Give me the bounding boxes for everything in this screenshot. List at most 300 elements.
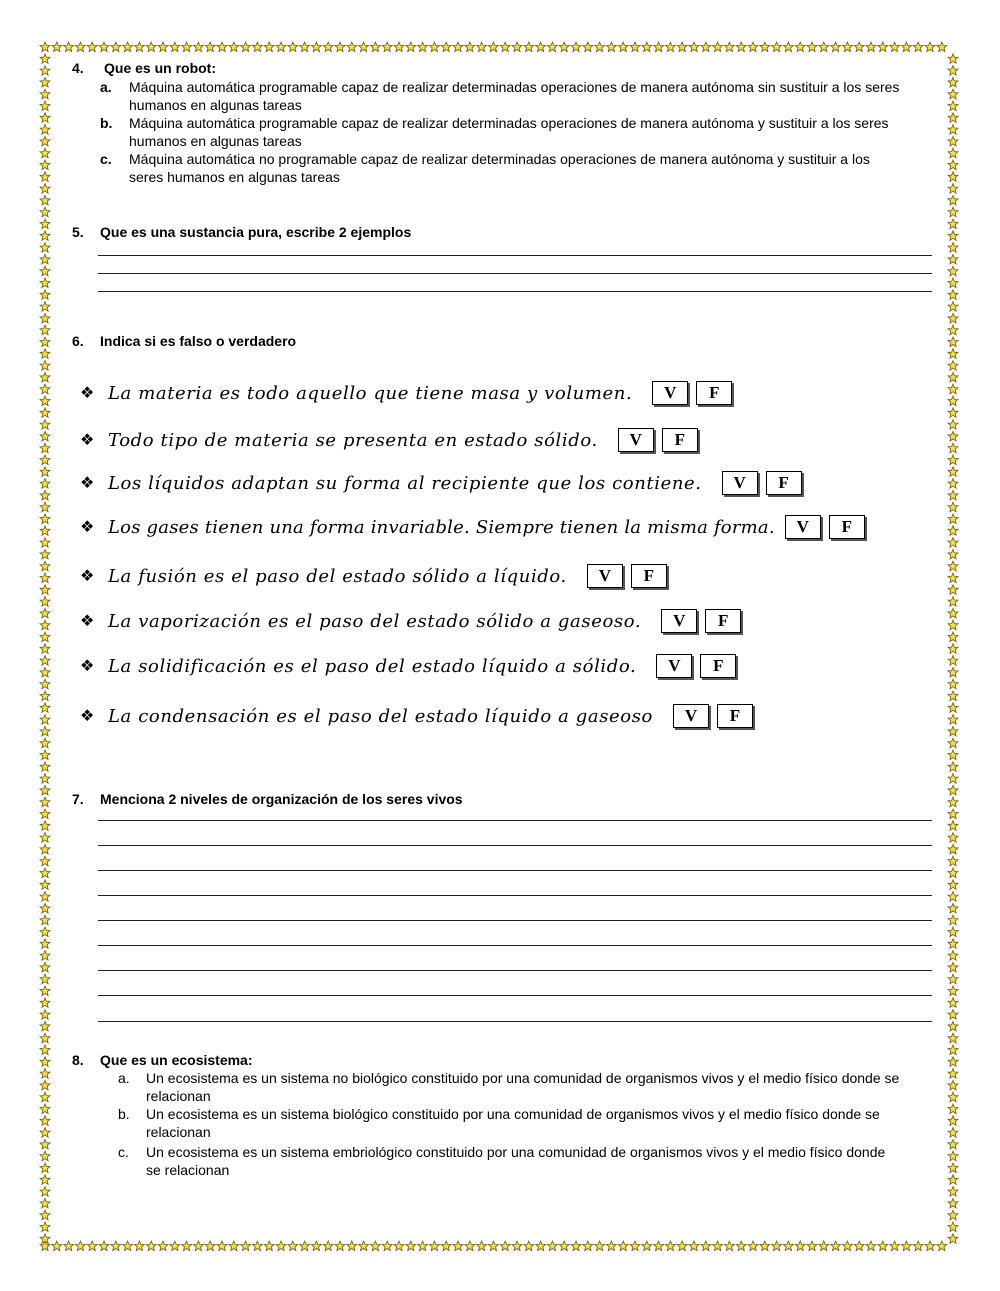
border-star-icon — [948, 254, 958, 264]
option-letter: c. — [100, 151, 112, 167]
border-star-icon — [40, 1210, 50, 1220]
border-star-icon — [748, 42, 758, 52]
border-star-icon — [382, 42, 392, 52]
border-star-icon — [948, 927, 958, 937]
border-star-icon — [40, 514, 50, 524]
border-star-icon — [948, 1175, 958, 1185]
border-star-icon — [583, 1241, 593, 1251]
border-star-icon — [40, 420, 50, 430]
border-star-icon — [40, 821, 50, 831]
true-checkbox[interactable]: V — [722, 471, 758, 495]
border-star-icon — [948, 1033, 958, 1043]
border-star-icon — [40, 549, 50, 559]
true-checkbox[interactable]: V — [785, 515, 821, 539]
border-star-icon — [477, 42, 487, 52]
border-star-icon — [842, 42, 852, 52]
border-star-icon — [948, 1021, 958, 1031]
diamond-bullet-icon: ❖ — [80, 568, 95, 585]
border-star-icon — [40, 738, 50, 748]
border-star-icon — [854, 42, 864, 52]
border-star-icon — [948, 608, 958, 618]
border-star-icon — [948, 667, 958, 677]
border-star-icon — [453, 1241, 463, 1251]
border-star-icon — [347, 42, 357, 52]
answer-line[interactable] — [98, 273, 932, 274]
border-star-icon — [288, 1241, 298, 1251]
border-star-icon — [217, 42, 227, 52]
border-star-icon — [40, 608, 50, 618]
border-star-icon — [40, 880, 50, 890]
question-title: Menciona 2 niveles de organización de los seres vivos — [100, 791, 463, 807]
border-star-icon — [40, 679, 50, 689]
border-star-icon — [536, 1241, 546, 1251]
border-star-icon — [64, 1241, 74, 1251]
answer-line[interactable] — [98, 1021, 932, 1022]
border-star-icon — [87, 1241, 97, 1251]
border-star-icon — [123, 1241, 133, 1251]
answer-line[interactable] — [98, 845, 932, 846]
border-star-icon — [40, 89, 50, 99]
border-star-icon — [547, 1241, 557, 1251]
border-star-icon — [311, 1241, 321, 1251]
border-star-icon — [948, 467, 958, 477]
border-star-icon — [948, 1151, 958, 1161]
border-star-icon — [40, 1092, 50, 1102]
border-star-icon — [901, 1241, 911, 1251]
border-star-icon — [40, 254, 50, 264]
border-star-icon — [252, 1241, 262, 1251]
border-star-icon — [571, 1241, 581, 1251]
border-star-icon — [948, 455, 958, 465]
border-star-icon — [772, 42, 782, 52]
border-star-icon — [677, 1241, 687, 1251]
border-star-icon — [925, 1241, 935, 1251]
border-star-icon — [40, 903, 50, 913]
border-star-icon — [40, 585, 50, 595]
question-title: Indica si es falso o verdadero — [100, 333, 297, 349]
option-letter: a. — [118, 1070, 130, 1086]
answer-line[interactable] — [98, 920, 932, 921]
false-checkbox[interactable]: F — [662, 428, 698, 452]
false-checkbox[interactable]: F — [696, 381, 732, 405]
border-star-icon — [40, 1241, 50, 1251]
tf-statement-row — [80, 468, 802, 498]
tf-statement-row — [80, 606, 741, 636]
border-star-icon — [40, 1021, 50, 1031]
border-star-icon — [948, 1128, 958, 1138]
border-star-icon — [87, 42, 97, 52]
border-star-icon — [40, 384, 50, 394]
border-star-icon — [158, 1241, 168, 1251]
tf-statement-text: La materia es todo aquello que tiene masa y volumen. — [108, 382, 633, 404]
border-star-icon — [347, 1241, 357, 1251]
border-star-icon — [948, 1010, 958, 1020]
border-star-icon — [252, 42, 262, 52]
border-star-icon — [40, 479, 50, 489]
answer-line[interactable] — [98, 995, 932, 996]
tf-statement-text: Los líquidos adaptan su forma al recipiente que los contiene. — [108, 472, 702, 494]
border-star-icon — [948, 479, 958, 489]
border-star-icon — [948, 951, 958, 961]
border-star-icon — [642, 1241, 652, 1251]
border-star-icon — [724, 42, 734, 52]
true-checkbox[interactable]: V — [661, 609, 697, 633]
answer-line[interactable] — [98, 895, 932, 896]
border-star-icon — [571, 42, 581, 52]
border-star-icon — [40, 1198, 50, 1208]
border-star-icon — [40, 408, 50, 418]
border-star-icon — [795, 1241, 805, 1251]
border-star-icon — [40, 172, 50, 182]
border-star-icon — [948, 597, 958, 607]
border-star-icon — [75, 1241, 85, 1251]
border-star-icon — [948, 1139, 958, 1149]
border-star-icon — [866, 42, 876, 52]
border-star-icon — [241, 1241, 251, 1251]
border-star-icon — [689, 1241, 699, 1251]
border-star-icon — [40, 856, 50, 866]
tf-statement-text: La solidificación es el paso del estado líquido a sólido. — [108, 655, 637, 677]
tf-statement-text: Los gases tienen una forma invariable. Siempre tienen la misma forma. — [108, 516, 775, 538]
border-star-icon — [40, 844, 50, 854]
border-star-icon — [40, 490, 50, 500]
tf-statement-text: La vaporización es el paso del estado sólido a gaseoso. — [108, 610, 642, 632]
border-star-icon — [948, 1187, 958, 1197]
border-star-icon — [52, 42, 62, 52]
border-star-icon — [40, 1045, 50, 1055]
false-checkbox[interactable]: F — [631, 564, 667, 588]
answer-line[interactable] — [98, 970, 932, 971]
border-star-icon — [948, 443, 958, 453]
border-star-icon — [559, 1241, 569, 1251]
border-star-icon — [595, 42, 605, 52]
diamond-bullet-icon: ❖ — [80, 475, 95, 492]
answer-line[interactable] — [98, 820, 932, 821]
border-star-icon — [948, 726, 958, 736]
border-star-icon — [488, 42, 498, 52]
border-star-icon — [146, 1241, 156, 1251]
question-number: 6. — [72, 333, 84, 349]
border-star-icon — [842, 1241, 852, 1251]
border-star-icon — [418, 1241, 428, 1251]
border-star-icon — [311, 42, 321, 52]
border-star-icon — [40, 1104, 50, 1114]
border-star-icon — [948, 762, 958, 772]
border-star-icon — [40, 1080, 50, 1090]
border-star-icon — [524, 1241, 534, 1251]
border-star-icon — [40, 986, 50, 996]
border-star-icon — [406, 1241, 416, 1251]
border-star-icon — [40, 325, 50, 335]
border-star-icon — [40, 833, 50, 843]
border-star-icon — [948, 408, 958, 418]
border-star-icon — [40, 620, 50, 630]
diamond-bullet-icon: ❖ — [80, 613, 95, 630]
border-star-icon — [948, 986, 958, 996]
tf-statement-row — [80, 425, 698, 455]
border-star-icon — [948, 998, 958, 1008]
border-star-icon — [948, 892, 958, 902]
border-star-icon — [40, 632, 50, 642]
border-star-icon — [40, 101, 50, 111]
border-star-icon — [359, 42, 369, 52]
border-star-icon — [323, 1241, 333, 1251]
border-star-icon — [854, 1241, 864, 1251]
option-text-line1: Un ecosistema es un sistema no biológico constituido por una comunidad de organismos vivos y el medio físico donde se — [146, 1070, 900, 1086]
border-star-icon — [948, 526, 958, 536]
border-star-icon — [453, 42, 463, 52]
border-star-icon — [948, 420, 958, 430]
option-letter: a. — [100, 79, 112, 95]
tf-statement-text: La condensación es el paso del estado líquido a gaseoso — [108, 705, 653, 727]
border-star-icon — [52, 1241, 62, 1251]
border-star-icon — [40, 42, 50, 52]
border-star-icon — [229, 1241, 239, 1251]
border-star-icon — [40, 951, 50, 961]
question-8 — [72, 1051, 952, 1071]
border-star-icon — [948, 243, 958, 253]
border-star-icon — [40, 927, 50, 937]
border-star-icon — [40, 526, 50, 536]
border-star-icon — [40, 1128, 50, 1138]
border-star-icon — [40, 219, 50, 229]
border-star-icon — [40, 361, 50, 371]
border-star-icon — [40, 1033, 50, 1043]
border-star-icon — [418, 42, 428, 52]
border-star-icon — [948, 679, 958, 689]
false-checkbox[interactable]: F — [705, 609, 741, 633]
border-star-icon — [948, 715, 958, 725]
border-star-icon — [40, 703, 50, 713]
answer-line[interactable] — [98, 255, 932, 256]
border-star-icon — [901, 42, 911, 52]
border-star-icon — [40, 644, 50, 654]
border-star-icon — [170, 42, 180, 52]
border-star-icon — [948, 1222, 958, 1232]
border-star-icon — [40, 207, 50, 217]
border-star-icon — [748, 1241, 758, 1251]
border-star-icon — [477, 1241, 487, 1251]
border-star-icon — [948, 278, 958, 288]
border-star-icon — [300, 1241, 310, 1251]
border-star-icon — [40, 184, 50, 194]
true-checkbox[interactable]: V — [673, 704, 709, 728]
border-star-icon — [819, 42, 829, 52]
border-star-icon — [948, 538, 958, 548]
option-letter: b. — [118, 1106, 130, 1122]
border-star-icon — [40, 691, 50, 701]
border-star-icon — [807, 42, 817, 52]
border-star-icon — [948, 856, 958, 866]
border-star-icon — [948, 833, 958, 843]
border-star-icon — [40, 266, 50, 276]
border-star-icon — [701, 42, 711, 52]
border-star-icon — [40, 125, 50, 135]
true-checkbox[interactable]: V — [618, 428, 654, 452]
border-star-icon — [948, 431, 958, 441]
border-star-icon — [948, 573, 958, 583]
border-star-icon — [948, 549, 958, 559]
question-title: Que es un robot: — [104, 60, 216, 76]
border-star-icon — [217, 1241, 227, 1251]
border-star-icon — [441, 1241, 451, 1251]
border-star-icon — [40, 868, 50, 878]
border-star-icon — [500, 1241, 510, 1251]
tf-statement-text: Todo tipo de materia se presenta en estado sólido. — [108, 429, 598, 451]
border-star-icon — [40, 148, 50, 158]
answer-line[interactable] — [98, 291, 932, 292]
border-star-icon — [99, 42, 109, 52]
border-star-icon — [948, 290, 958, 300]
border-star-icon — [948, 1080, 958, 1090]
border-star-icon — [948, 939, 958, 949]
border-star-icon — [40, 797, 50, 807]
border-star-icon — [370, 1241, 380, 1251]
option-text-line2: seres humanos en algunas tareas — [129, 169, 340, 185]
border-star-icon — [40, 1175, 50, 1185]
question-7 — [72, 790, 952, 810]
border-star-icon — [465, 1241, 475, 1251]
border-star-icon — [40, 1234, 50, 1244]
border-star-icon — [276, 1241, 286, 1251]
answer-line[interactable] — [98, 870, 932, 871]
border-star-icon — [134, 42, 144, 52]
border-star-icon — [948, 1104, 958, 1114]
border-star-icon — [40, 1222, 50, 1232]
border-star-icon — [948, 585, 958, 595]
diamond-bullet-icon: ❖ — [80, 708, 95, 725]
border-star-icon — [948, 1234, 958, 1244]
border-star-icon — [948, 372, 958, 382]
border-star-icon — [948, 514, 958, 524]
question-number: 4. — [72, 60, 84, 76]
border-star-icon — [264, 42, 274, 52]
border-star-icon — [948, 844, 958, 854]
border-star-icon — [40, 726, 50, 736]
border-star-icon — [40, 1116, 50, 1126]
true-checkbox[interactable]: V — [652, 381, 688, 405]
border-star-icon — [948, 266, 958, 276]
border-star-icon — [948, 502, 958, 512]
border-star-icon — [465, 42, 475, 52]
border-star-icon — [795, 42, 805, 52]
tf-statement-row — [80, 701, 753, 731]
option-text-line2: relacionan — [146, 1124, 211, 1140]
border-star-icon — [925, 42, 935, 52]
border-star-icon — [606, 42, 616, 52]
border-star-icon — [701, 1241, 711, 1251]
border-star-icon — [264, 1241, 274, 1251]
border-star-icon — [948, 868, 958, 878]
border-star-icon — [630, 1241, 640, 1251]
answer-line[interactable] — [98, 945, 932, 946]
false-checkbox[interactable]: F — [766, 471, 802, 495]
border-star-icon — [229, 42, 239, 52]
border-star-icon — [948, 974, 958, 984]
border-star-icon — [40, 774, 50, 784]
border-star-icon — [677, 42, 687, 52]
border-star-icon — [831, 42, 841, 52]
border-star-icon — [406, 42, 416, 52]
border-star-icon — [158, 42, 168, 52]
true-checkbox[interactable]: V — [587, 564, 623, 588]
border-star-icon — [359, 1241, 369, 1251]
border-star-icon — [40, 892, 50, 902]
border-star-icon — [40, 573, 50, 583]
border-star-icon — [713, 1241, 723, 1251]
border-star-icon — [948, 632, 958, 642]
border-star-icon — [40, 278, 50, 288]
border-star-icon — [948, 490, 958, 500]
question-6 — [72, 332, 952, 352]
border-star-icon — [948, 915, 958, 925]
border-star-icon — [913, 1241, 923, 1251]
border-star-icon — [40, 431, 50, 441]
border-star-icon — [948, 207, 958, 217]
border-star-icon — [40, 136, 50, 146]
border-star-icon — [807, 1241, 817, 1251]
diamond-bullet-icon: ❖ — [80, 519, 95, 536]
border-star-icon — [595, 1241, 605, 1251]
border-star-icon — [40, 231, 50, 241]
option-text-line2: relacionan — [146, 1088, 211, 1104]
border-star-icon — [937, 42, 947, 52]
border-star-icon — [111, 1241, 121, 1251]
border-star-icon — [40, 313, 50, 323]
border-star-icon — [40, 1151, 50, 1161]
true-checkbox[interactable]: V — [656, 654, 692, 678]
border-star-icon — [394, 1241, 404, 1251]
border-star-icon — [429, 42, 439, 52]
border-star-icon — [193, 42, 203, 52]
option-letter: c. — [118, 1144, 129, 1160]
border-star-icon — [948, 1092, 958, 1102]
border-star-icon — [783, 42, 793, 52]
border-star-icon — [111, 42, 121, 52]
border-star-icon — [547, 42, 557, 52]
option-text-line2: se relacionan — [146, 1162, 230, 1178]
border-star-icon — [488, 1241, 498, 1251]
border-star-icon — [948, 302, 958, 312]
border-star-icon — [948, 703, 958, 713]
border-star-icon — [40, 667, 50, 677]
border-star-icon — [760, 42, 770, 52]
border-star-icon — [40, 54, 50, 64]
border-star-icon — [40, 337, 50, 347]
diamond-bullet-icon: ❖ — [80, 658, 95, 675]
border-star-icon — [40, 962, 50, 972]
false-checkbox[interactable]: F — [717, 704, 753, 728]
option-text-line2: humanos en algunas tareas — [129, 97, 302, 113]
false-checkbox[interactable]: F — [829, 515, 865, 539]
border-star-icon — [948, 809, 958, 819]
option-text-line1: Un ecosistema es un sistema embriológico constituido por una comunidad de organismos vivos y el medio físico donde — [146, 1144, 886, 1160]
border-star-icon — [913, 42, 923, 52]
border-star-icon — [760, 1241, 770, 1251]
border-star-icon — [288, 42, 298, 52]
border-star-icon — [583, 42, 593, 52]
border-star-icon — [40, 1187, 50, 1197]
border-star-icon — [948, 561, 958, 571]
border-star-icon — [40, 349, 50, 359]
border-star-icon — [40, 1010, 50, 1020]
border-star-icon — [948, 1198, 958, 1208]
border-star-icon — [205, 1241, 215, 1251]
false-checkbox[interactable]: F — [700, 654, 736, 678]
border-star-icon — [40, 715, 50, 725]
border-star-icon — [948, 962, 958, 972]
border-star-icon — [40, 597, 50, 607]
